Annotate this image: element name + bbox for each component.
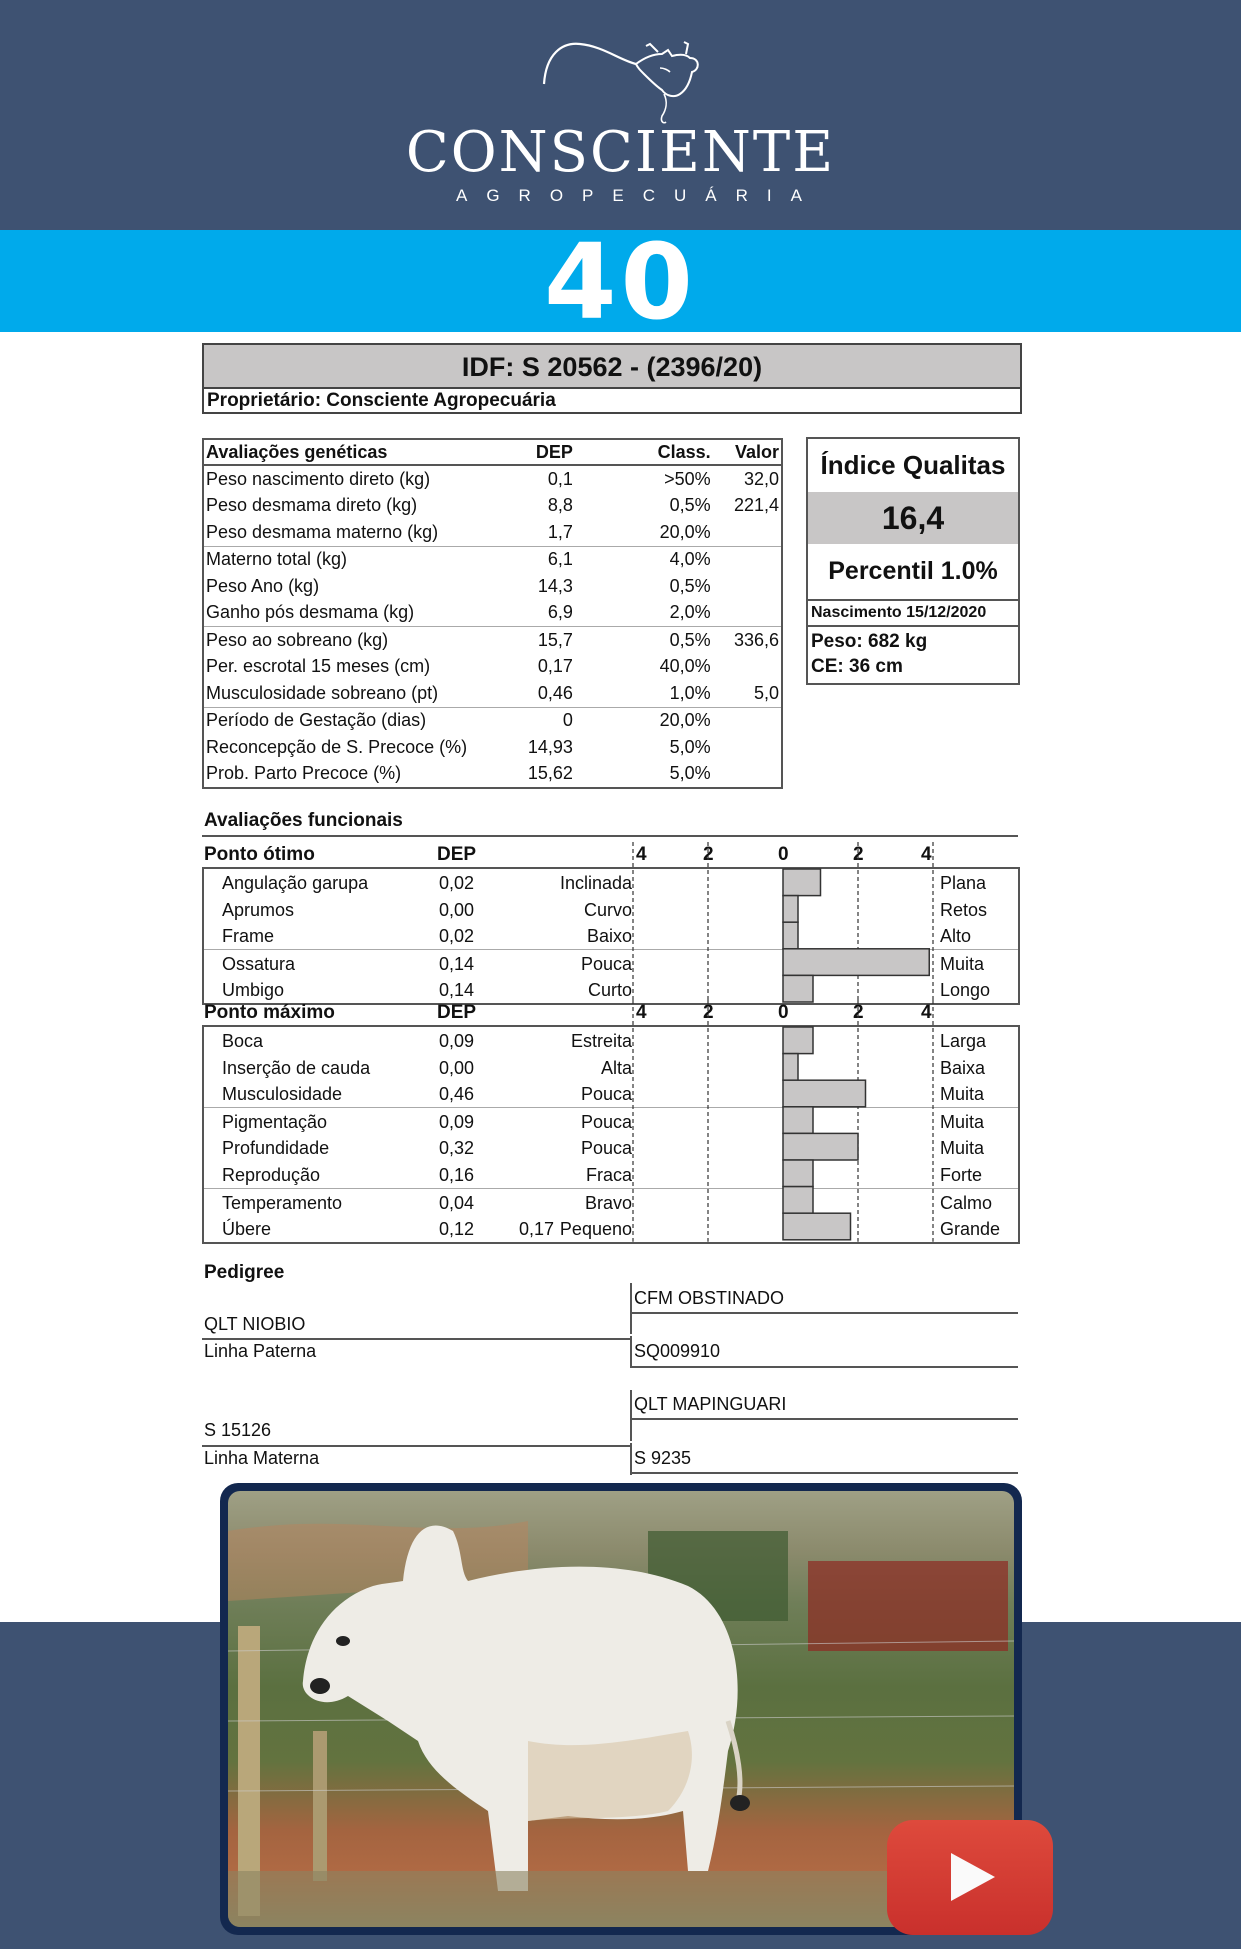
table-row — [203, 707, 782, 734]
trait-dep: 0,09 — [439, 1111, 475, 1132]
trait-dep: 0,04 — [439, 1192, 475, 1213]
identity-box — [202, 343, 1022, 414]
cell-class: 0,5% — [669, 495, 711, 516]
cell-dep: 15,62 — [527, 763, 573, 784]
table-header-row — [203, 439, 782, 465]
trait-dep: 0,32 — [439, 1138, 475, 1159]
functional-row — [204, 1027, 1018, 1054]
functional-group-1 — [202, 1025, 1020, 1244]
pedigree-line — [630, 1312, 1018, 1314]
functional-row — [204, 1107, 1018, 1135]
trait-trait: Pigmentação — [222, 1111, 328, 1132]
trait-trait: Ossatura — [222, 953, 296, 974]
x-tick-label: 4 — [636, 1002, 647, 1023]
trait-high: Baixa — [940, 1057, 986, 1078]
x-tick-label: 4 — [921, 844, 932, 865]
x-tick-label: 2 — [703, 1002, 714, 1023]
cell-name: Peso desmama direto (kg) — [206, 495, 418, 516]
functional-row — [204, 1215, 1018, 1242]
trait-high: Muita — [940, 1111, 985, 1132]
cell-value — [713, 707, 782, 734]
functional-divider — [202, 835, 1018, 837]
cell-dep: 8,8 — [547, 495, 573, 516]
pedigree-sire: QLT NIOBIO — [204, 1314, 306, 1334]
x-tick-label: 2 — [703, 844, 714, 865]
pedigree-sire-sire: CFM OBSTINADO — [634, 1288, 785, 1308]
cow-head-logo-icon — [540, 24, 710, 124]
cell-class: 20,0% — [611, 707, 713, 734]
cell-dep: 0 — [469, 707, 611, 734]
cell-class: 0,5% — [611, 627, 713, 654]
owner-label: Proprietário: Consciente Agropecuária — [207, 390, 556, 411]
x-tick-label: 0 — [778, 844, 789, 865]
cell-value: 32,0 — [743, 468, 779, 489]
x-tick-label: 4 — [921, 1002, 932, 1023]
trait-trait: Angulação garupa — [222, 873, 369, 893]
x-tick-label: 2 — [853, 1002, 864, 1023]
cell-dep: 0,46 — [537, 682, 573, 703]
trait-high: Muita — [940, 1084, 985, 1105]
cell-class: 5,0% — [669, 736, 711, 757]
trait-trait: Umbigo — [222, 980, 285, 1001]
trait-high: Plana — [940, 873, 987, 893]
trait-high: Muita — [940, 953, 985, 974]
trait-trait: Aprumos — [222, 899, 295, 920]
trait-dep: 0,14 — [439, 953, 475, 974]
trait-trait: Musculosidade — [222, 1084, 343, 1105]
cell-value — [713, 654, 782, 681]
x-tick-label: 0 — [778, 1002, 789, 1023]
trait-dep: 0,12 — [439, 1219, 475, 1240]
trait-trait: Boca — [222, 1031, 264, 1051]
cell-name: Reconcepção de S. Precoce (%) — [206, 736, 468, 757]
pedigree-dam-dam: S 9235 — [634, 1448, 692, 1468]
trait-dep: 0,02 — [439, 873, 475, 893]
group-name: Ponto máximo — [204, 1002, 335, 1023]
table-row — [203, 519, 782, 546]
functional-group-0 — [202, 867, 1020, 1005]
cell-class: >50% — [664, 468, 711, 489]
header-class: Class. — [611, 439, 713, 465]
trait-low: Curto — [587, 980, 632, 1001]
trait-dep: 0,00 — [439, 899, 475, 920]
cell-dep: 6,1 — [469, 546, 611, 573]
pedigree-title: Pedigree — [204, 1262, 285, 1283]
cell-value — [713, 573, 782, 600]
functional-row — [204, 1054, 1018, 1081]
trait-low: Pouca — [580, 1111, 632, 1132]
trait-trait: Reprodução — [222, 1164, 321, 1185]
pedigree-line — [630, 1418, 1018, 1420]
trait-dep: 0,14 — [439, 980, 475, 1001]
cell-name: Musculosidade sobreano (pt) — [206, 682, 439, 703]
cell-value — [713, 600, 782, 627]
group-header — [202, 998, 1018, 1025]
genetic-evaluations-table — [202, 438, 783, 789]
pedigree-line — [202, 1445, 632, 1447]
table-row — [203, 600, 782, 627]
cell-value: 5,0 — [753, 682, 779, 703]
trait-extra: 0,17 — [519, 1219, 555, 1240]
trait-trait: Profundidade — [222, 1138, 330, 1159]
qualitas-title: Índice Qualitas — [820, 450, 1006, 480]
trait-low: Inclinada — [559, 873, 632, 893]
trait-high: Retos — [940, 899, 988, 920]
trait-high: Forte — [940, 1164, 983, 1185]
table-row — [203, 654, 782, 681]
trait-low: Baixo — [586, 926, 632, 947]
group-header — [202, 840, 1018, 867]
cell-value: 336,6 — [713, 627, 782, 654]
trait-low: Pouca — [580, 953, 632, 974]
cell-dep: 1,7 — [547, 521, 573, 542]
trait-high: Grande — [940, 1219, 1001, 1240]
pedigree-connector — [630, 1390, 632, 1441]
trait-trait: Frame — [222, 926, 275, 947]
weight-label: Peso: 682 kg — [811, 631, 928, 652]
functional-row — [204, 949, 1018, 977]
cell-dep: 6,9 — [547, 602, 573, 623]
cell-dep: 15,7 — [469, 627, 611, 654]
cell-class: 4,0% — [611, 546, 713, 573]
x-tick-label: 2 — [853, 844, 864, 865]
qualitas-percentile: Percentil 1.0% — [808, 544, 1018, 601]
trait-trait: Úbere — [222, 1219, 272, 1240]
cell-class: 1,0% — [669, 682, 711, 703]
cell-name: Materno total (kg) — [203, 546, 469, 573]
table-row — [203, 627, 782, 654]
cell-name: Ganho pós desmama (kg) — [206, 602, 415, 623]
table-row — [203, 680, 782, 707]
pedigree-line — [630, 1472, 1018, 1474]
cell-value — [713, 761, 782, 789]
cell-name: Peso desmama materno (kg) — [206, 521, 439, 542]
functional-title: Avaliações funcionais — [204, 810, 403, 831]
trait-low: Pouca — [580, 1084, 632, 1105]
functional-row — [204, 1188, 1018, 1216]
pedigree-dam-label: Linha Materna — [204, 1448, 320, 1468]
pedigree-dam: S 15126 — [204, 1420, 272, 1440]
pedigree-connector — [630, 1336, 632, 1368]
trait-high: Alto — [940, 926, 972, 947]
functional-row — [204, 1134, 1018, 1161]
cell-name: Peso Ano (kg) — [206, 575, 320, 596]
cell-value: 221,4 — [733, 495, 779, 516]
functional-row — [204, 896, 1018, 923]
cell-dep: 0,1 — [547, 468, 573, 489]
birth-date: Nascimento 15/12/2020 — [808, 601, 1018, 627]
cell-class: 40,0% — [659, 656, 711, 677]
trait-high: Longo — [940, 980, 991, 1001]
header-name: Avaliações genéticas — [203, 439, 469, 465]
cell-name: Peso ao sobreano (kg) — [203, 627, 469, 654]
functional-row — [204, 869, 1018, 896]
cell-class: 20,0% — [659, 521, 711, 542]
trait-low: Alta — [600, 1057, 632, 1078]
pedigree-line — [202, 1338, 632, 1340]
functional-row — [204, 1161, 1018, 1188]
cell-name: Período de Gestação (dias) — [203, 707, 469, 734]
pedigree-dam-sire: QLT MAPINGUARI — [634, 1394, 787, 1414]
qualitas-index-box — [806, 437, 1020, 685]
cell-value — [713, 546, 782, 573]
trait-low: Bravo — [584, 1192, 632, 1213]
cell-dep: 14,93 — [527, 736, 573, 757]
ce-label: CE: 36 cm — [811, 656, 903, 677]
pedigree-sire-dam: SQ009910 — [634, 1341, 721, 1361]
header-value: Valor — [713, 439, 782, 465]
cell-dep: 14,3 — [537, 575, 573, 596]
play-icon — [951, 1853, 995, 1901]
table-row — [203, 493, 782, 520]
trait-low: Fraca — [585, 1164, 632, 1185]
youtube-play-button[interactable] — [887, 1820, 1053, 1935]
functional-row — [204, 922, 1018, 949]
cell-class: 0,5% — [669, 575, 711, 596]
trait-dep: 0,02 — [439, 926, 475, 947]
table-row — [203, 465, 782, 493]
table-row — [203, 761, 782, 789]
trait-low: Pequeno — [559, 1219, 632, 1240]
cell-class: 2,0% — [669, 602, 711, 623]
trait-low: Curvo — [583, 899, 632, 920]
cell-dep: 0,17 — [537, 656, 573, 677]
trait-low: Estreita — [570, 1031, 632, 1051]
trait-dep: 0,46 — [439, 1084, 475, 1105]
cell-value — [713, 734, 782, 761]
header-dep: DEP — [469, 439, 611, 465]
trait-dep: 0,00 — [439, 1057, 475, 1078]
cell-class: 5,0% — [669, 763, 711, 784]
cell-name: Per. escrotal 15 meses (cm) — [206, 656, 431, 677]
trait-trait: Inserção de cauda — [222, 1057, 371, 1078]
dep-header: DEP — [437, 1002, 477, 1023]
cell-value — [713, 519, 782, 546]
table-row — [203, 546, 782, 573]
idf-title: IDF: S 20562 - (2396/20) — [204, 345, 1020, 389]
trait-high: Calmo — [940, 1192, 993, 1213]
functional-row — [204, 1080, 1018, 1107]
table-row — [203, 734, 782, 761]
trait-high: Larga — [940, 1031, 987, 1051]
brand-name: CONSCIENTE — [405, 120, 836, 185]
pedigree-connector — [630, 1443, 632, 1475]
trait-dep: 0,09 — [439, 1031, 475, 1051]
pedigree-sire-label: Linha Paterna — [204, 1341, 317, 1361]
trait-dep: 0,16 — [439, 1164, 475, 1185]
pedigree-connector — [630, 1283, 632, 1334]
trait-trait: Temperamento — [222, 1192, 343, 1213]
cell-name: Prob. Parto Precoce (%) — [206, 763, 402, 784]
qualitas-value: 16,4 — [808, 492, 1018, 544]
weight-ce-info — [808, 627, 1018, 683]
dep-header: DEP — [437, 844, 477, 865]
x-tick-label: 4 — [636, 844, 647, 865]
group-name: Ponto ótimo — [204, 844, 315, 865]
cell-name: Peso nascimento direto (kg) — [206, 468, 431, 489]
brand-subtitle: AGROPECUÁRIA — [456, 186, 821, 205]
pedigree-line — [630, 1366, 1018, 1368]
lot-number: 40 — [544, 221, 697, 343]
trait-high: Muita — [940, 1138, 985, 1159]
table-row — [203, 573, 782, 600]
trait-low: Pouca — [580, 1138, 632, 1159]
